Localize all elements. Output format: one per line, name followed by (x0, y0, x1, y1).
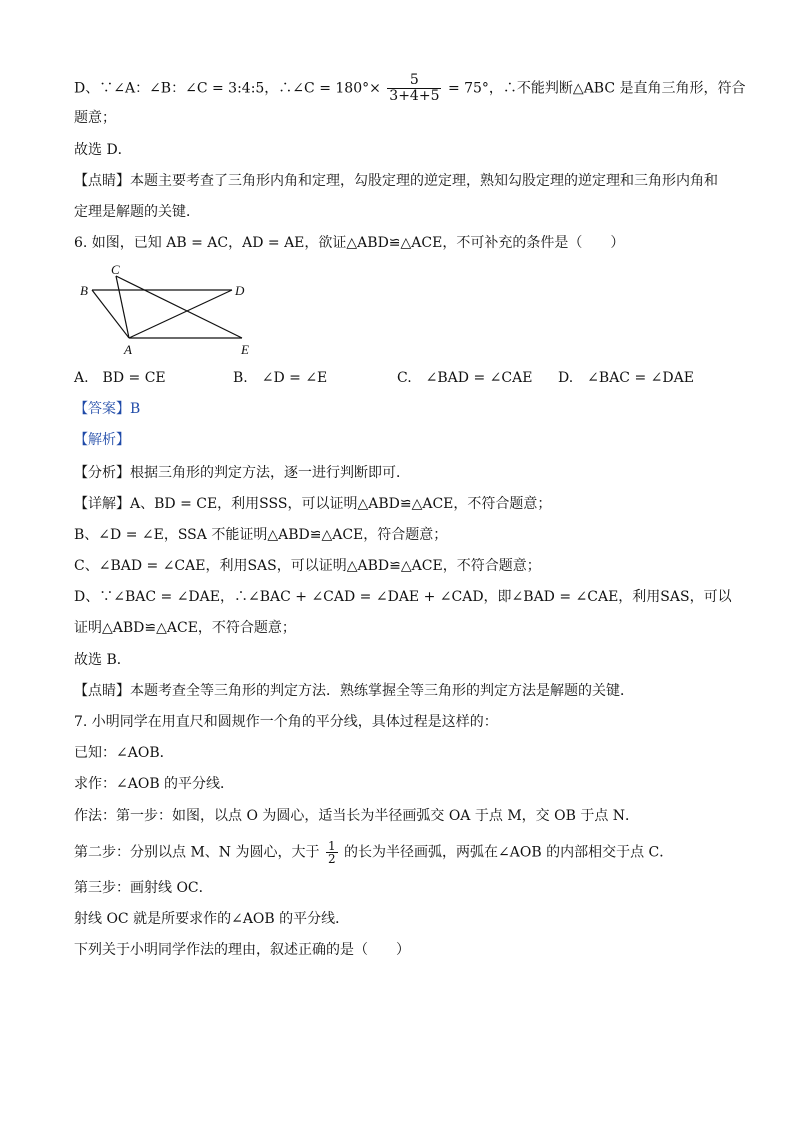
fraction-denominator: 3+4+5 (389, 88, 440, 104)
jiexi-heading: 【解析】 (74, 432, 130, 448)
option-a: A. BD = CE (74, 370, 166, 386)
xiangjie-d-continued: 证明△ABD≌△ACE，不符合题意； (74, 620, 296, 636)
question-7: 7. 小明同学在用直尺和圆规作一个角的平分线，具体过程是这样的： (74, 714, 498, 730)
solution-d-line (74, 73, 746, 104)
label-e: E (241, 342, 249, 357)
option-d: D. ∠BAC = ∠DAE (558, 370, 694, 386)
choose-d: 故选 D． (74, 142, 132, 158)
answer: 【答案】B (74, 401, 141, 417)
question-prompt: 下列关于小明同学作法的理由，叙述正确的是（ ） (74, 942, 410, 958)
fraction (387, 73, 441, 104)
dianjing-2: 【点睛】本题考查全等三角形的判定方法．熟练掌握全等三角形的判定方法是解题的关键． (74, 683, 634, 699)
solution-d-text: D、∵∠A：∠B：∠C = 3:4:5，∴∠C = 180°× (74, 80, 381, 97)
option-b: B. ∠D = ∠E (233, 370, 328, 386)
step-2 (74, 840, 673, 865)
step-2-text-end: 的长为半径画弧，两弧在∠AOB 的内部相交于点 C． (344, 844, 674, 861)
xiangjie-a: 【详解】A、BD = CE，利用SSS，可以证明△ABD≌△ACE，不符合题意； (74, 496, 552, 512)
label-d: D (235, 283, 245, 298)
segment-ad (129, 290, 232, 338)
triangle-figure (74, 262, 274, 362)
xiangjie-b: B、∠D = ∠E，SSA 不能证明△ABD≌△ACE，符合题意； (74, 527, 448, 543)
option-c: C. ∠BAD = ∠CAE (397, 370, 533, 386)
dianjing-1: 【点睛】本题主要考查了三角形内角和定理，勾股定理的逆定理，熟知勾股定理的逆定理和三角形内角和 (74, 173, 718, 189)
step-2-text: 第二步：分别以点 M、N 为圆心，大于 (74, 844, 320, 861)
question-6: 6. 如图，已知 AB = AC，AD = AE，欲证△ABD≌△ACE，不可补充的条件是（ ） (74, 235, 625, 251)
step-3: 第三步：画射线 OC． (74, 880, 213, 896)
solution-d-continued: 题意； (74, 110, 116, 126)
solution-d-text-end: = 75°，∴不能判断△ABC 是直角三角形，符合 (447, 80, 746, 97)
dianjing-1-continued: 定理是解题的关键． (74, 204, 200, 220)
label-c: C (111, 262, 120, 277)
label-b: B (80, 283, 88, 298)
label-a: A (124, 342, 132, 357)
segment-ce (116, 276, 242, 338)
step-1: 作法：第一步：如图，以点 O 为圆心，适当长为半径画弧交 OA 于点 M，交 OB 于点 N． (74, 808, 640, 824)
half-numerator: 1 (327, 839, 336, 853)
conclusion: 射线 OC 就是所要求作的∠AOB 的平分线． (74, 911, 350, 927)
xiangjie-c: C、∠BAD = ∠CAE，利用SAS，可以证明△ABD≌△ACE，不符合题意； (74, 558, 541, 574)
fenxi: 【分析】根据三角形的判定方法，逐一进行判断即可． (74, 465, 410, 481)
fraction-numerator: 5 (387, 73, 441, 89)
qiuzuo: 求作：∠AOB 的平分线． (74, 776, 235, 792)
known: 已知：∠AOB． (74, 745, 174, 761)
xiangjie-d: D、∵∠BAC = ∠DAE，∴∠BAC + ∠CAD = ∠DAE + ∠CAD，即∠BAD = ∠CAE，利用SAS，可以 (74, 589, 732, 605)
half-denominator: 2 (327, 852, 336, 866)
half-fraction (326, 840, 338, 865)
choose-b: 故选 B． (74, 652, 131, 668)
